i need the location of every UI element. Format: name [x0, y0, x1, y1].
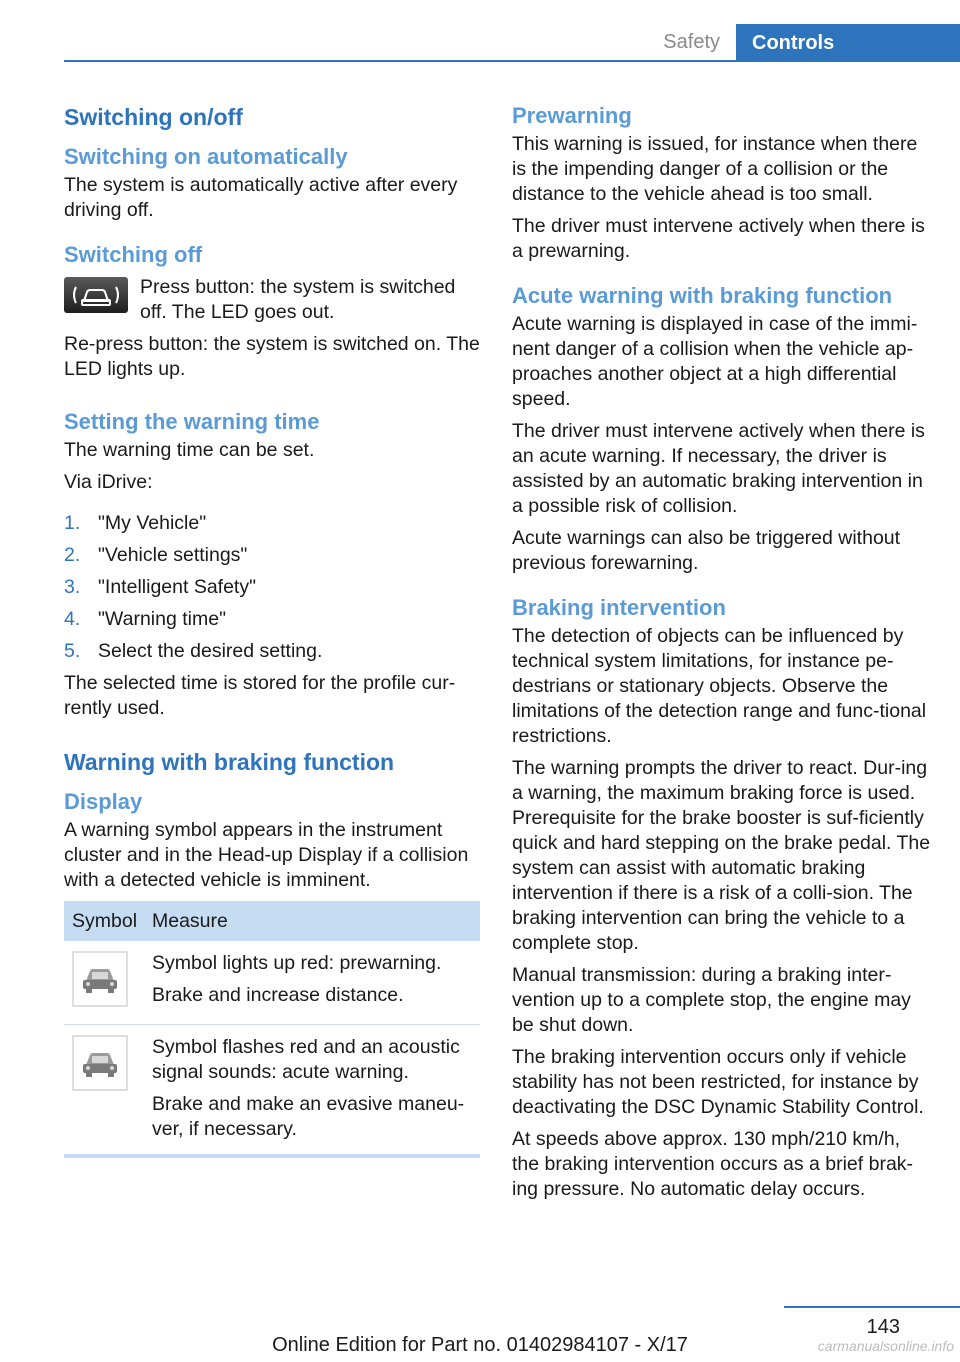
header-section-tab: Safety	[663, 30, 720, 53]
text-intervention-4: The braking intervention occurs only if vehicle stability has not been restricted, for instance by deactivating the DSC Dynamic Stability Control.	[512, 1046, 924, 1118]
page-number: 143	[866, 1316, 900, 1338]
text-acute-3: Acute warnings can also be triggered without previous forewarning.	[512, 527, 901, 574]
heading-display: Display	[64, 789, 143, 814]
car-front-warning-icon	[72, 951, 128, 1007]
idrive-steps	[64, 511, 480, 664]
table-row	[64, 941, 480, 1025]
list-item: 2. "Vehicle settings"	[64, 544, 248, 566]
edition-line: Online Edition for Part no. 01402984107 - X/17	[272, 1334, 688, 1356]
car-front-warning-icon	[72, 1035, 128, 1091]
button-description	[64, 275, 480, 325]
col-measure: Measure	[152, 909, 228, 932]
text-display: A warning symbol appears in the instrument cluster and in the Head-up Display if a collision with a detected vehicle is imminent.	[64, 819, 469, 891]
row1-measure-b: Brake and increase distance.	[152, 984, 404, 1006]
text-via-idrive: Via iDrive:	[64, 471, 153, 493]
text-switching-off: Press button: the system is switched off. The LED goes out.	[140, 276, 456, 323]
list-item: 1. "My Vehicle"	[64, 512, 207, 534]
text-acute-1: Acute warning is displayed in case of the immi‐nent danger of a collision when the vehicle ap‐proaches another object at a high differential speed.	[512, 313, 918, 410]
row2-measure-b: Brake and make an evasive maneu‐ver, if necessary.	[152, 1093, 465, 1140]
left-column	[64, 100, 480, 1158]
table-header	[64, 901, 480, 941]
list-item: 4. "Warning time"	[64, 608, 226, 630]
text-intervention-3: Manual transmission: during a braking inter‐vention up to a complete stop, the engine may be shut down.	[512, 964, 911, 1036]
heading-switching-off: Switching off	[64, 242, 203, 267]
right-column	[512, 100, 932, 1202]
col-symbol: Symbol	[72, 909, 138, 932]
text-acute-2: The driver must intervene actively when there is an acute warning. If necessary, the driver is assisted by an automatic braking intervention in a possible risk of collision.	[512, 420, 925, 517]
symbol-table	[64, 901, 480, 1158]
heading-acute-warning: Acute warning with braking function	[512, 283, 893, 308]
heading-braking-function: Warning with braking function	[64, 749, 395, 775]
footer-rule	[784, 1306, 960, 1308]
text-prewarning-2: The driver must intervene actively when there is a prewarning.	[512, 215, 925, 262]
text-repress: Re-press button: the system is switched on. The LED lights up.	[64, 333, 480, 380]
heading-switching-on-auto: Switching on automatically	[64, 144, 348, 169]
list-item: 5. Select the desired setting.	[64, 640, 323, 662]
row2-measure-a: Symbol flashes red and an acoustic signal sounds: acute warning.	[152, 1036, 460, 1083]
text-intervention-5: At speeds above approx. 130 mph/210 km/h, the braking intervention occurs as a brief brak‐ing pressure. No automatic delay occurs.	[512, 1128, 914, 1200]
text-auto: The system is automatically active after every driving off.	[64, 174, 458, 221]
table-row	[64, 1025, 480, 1158]
heading-braking-intervention: Braking intervention	[512, 595, 726, 620]
row1-measure-a: Symbol lights up red: prewarning.	[152, 952, 442, 974]
text-intervention-1: The detection of objects can be influenced by technical system limitations, for instance pe‐destrians or stationary objects. Observe the limitations of the detection range and func‐tional restrictions.	[512, 625, 927, 747]
header-chapter-tab: Controls	[736, 24, 960, 62]
heading-switching: Switching on/off	[64, 104, 243, 130]
text-stored: The selected time is stored for the profile cur‐rently used.	[64, 672, 456, 719]
text-prewarning-1: This warning is issued, for instance when there is the impending danger of a collision or the distance to the vehicle ahead is too small.	[512, 133, 918, 205]
car-warning-button-icon	[64, 277, 128, 313]
heading-prewarning: Prewarning	[512, 103, 632, 128]
list-item: 3. "Intelligent Safety"	[64, 576, 257, 598]
heading-warning-time: Setting the warning time	[64, 409, 320, 434]
text-warning-time: The warning time can be set.	[64, 439, 315, 461]
text-intervention-2: The warning prompts the driver to react. Dur‐ing a warning, the maximum braking force is used. Prerequisite for the brake booster is suf‐ficiently quick and hard stepping on the brake pedal. The system can assist with automatic braking intervention if there is a risk of a colli‐sion. The braking intervention can bring the vehicle to a complete stop.	[512, 757, 931, 954]
watermark: carmanualsonline.info	[817, 1338, 954, 1354]
